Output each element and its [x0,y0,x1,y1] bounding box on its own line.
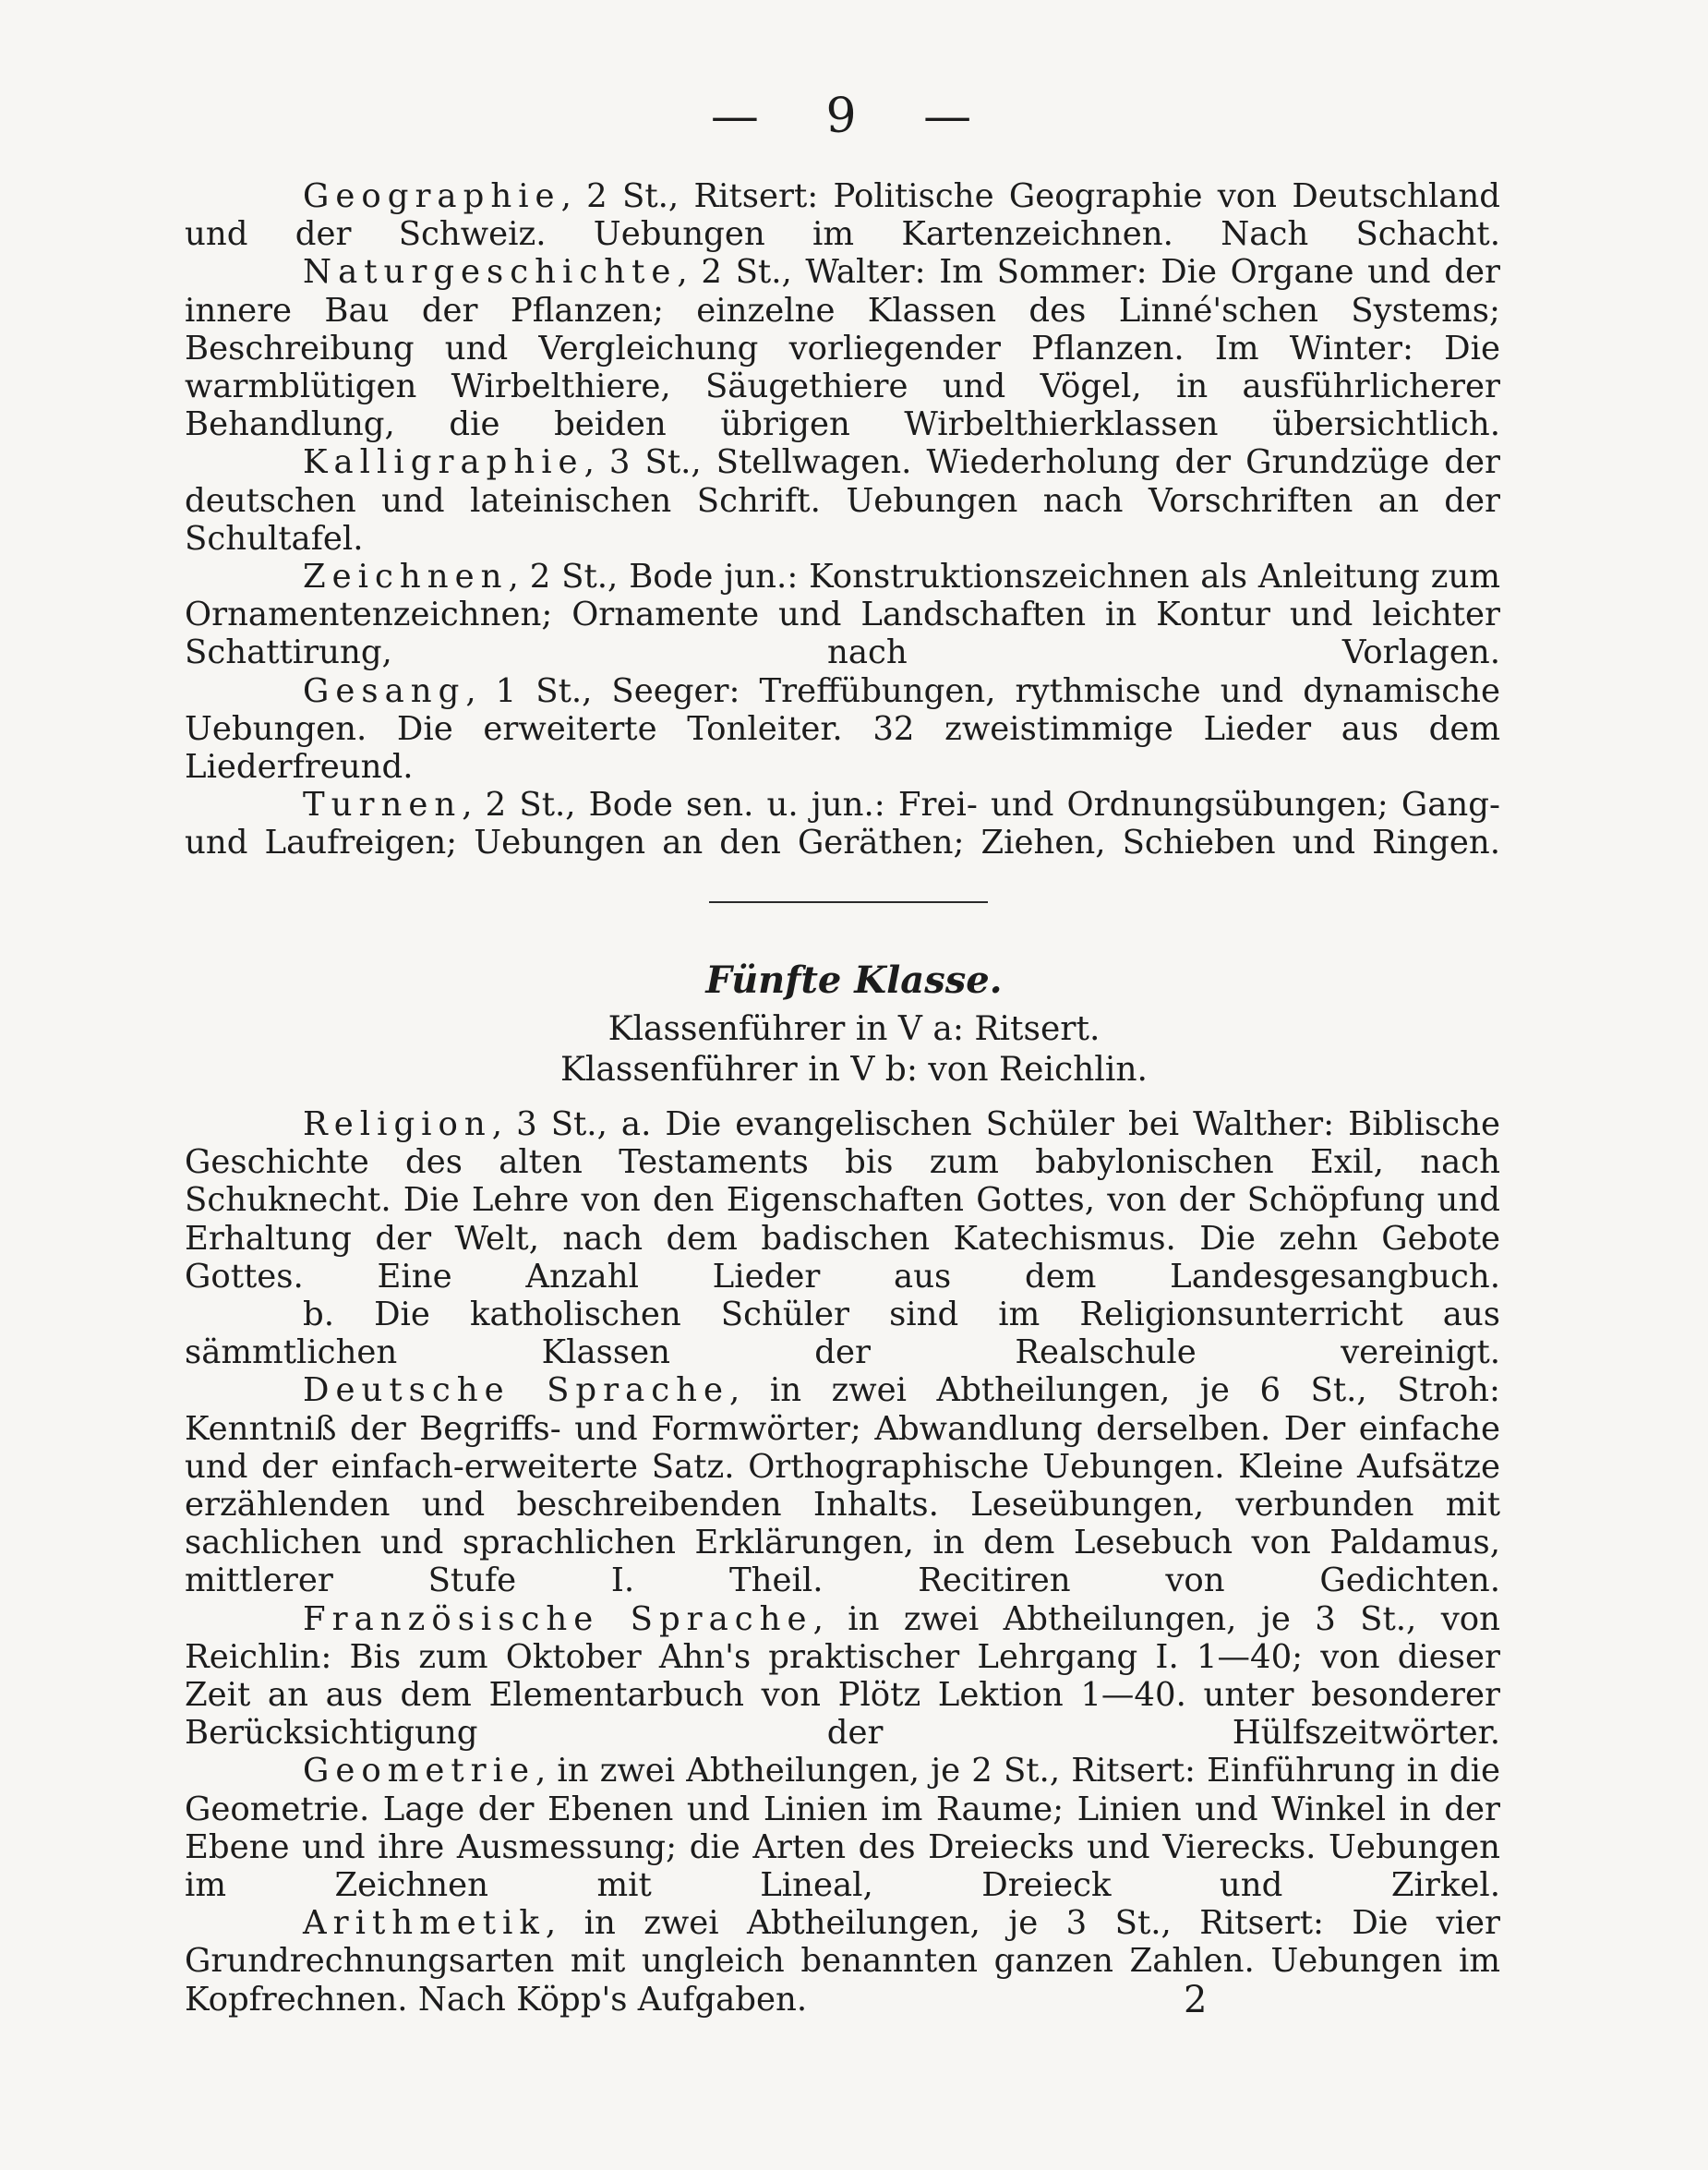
subject-name: Arithmetik [303,1904,546,1943]
previous-class-curriculum [185,177,1500,862]
subject-name: Naturgeschichte [303,253,678,292]
subject-paragraph [185,177,1500,253]
subject-paragraph [185,1371,1500,1599]
subject-description: , in zwei Abtheilungen, je 3 St., Ritsert: Die vier Grundrechnungsarten mit ungleich benannten ganzen Zahlen. Uebungen im Kopfrechnen. Nach Köpp's Aufgaben. [185,1904,1500,2019]
subject-paragraph [185,558,1500,672]
subject-description: , 3 St., a. Die evangelischen Schüler bei Walther: Biblische Geschichte des alten Testaments bis zum babylonischen Exil, nach Schuknecht. Die Lehre von den Eigenschaften Gottes, von der Schöpfung und Erhaltung der Welt, nach dem badischen Katechismus. Die zehn Gebote Gottes. Eine Anzahl Lieder aus dem Landesgesangbuch. [185,1105,1500,1296]
subject-paragraph [185,786,1500,862]
subject-description: , in zwei Abtheilungen, je 3 St., von Reichlin: Bis zum Oktober Ahn's praktischer Lehrgang I. 1—40; von dieser Zeit an aus dem Elementarbuch von Plötz Lektion 1—40. unter besonderer Berücksichtigung der Hülfszeitwörter. [185,1599,1501,1753]
subject-description: , 3 St., Stellwagen. Wiederholung der Grundzüge der deutschen und lateinischen Schrift. Uebungen nach Vorschriften an der Schultafel. [185,443,1500,558]
subject-name: Geometrie [303,1752,536,1790]
subject-name: Geographie [303,177,561,215]
class-leader-va: Klassenführer in V a: Ritsert. [607,1010,1101,1048]
fifth-class-curriculum [185,1105,1500,2019]
subject-name: Turnen [303,786,463,825]
subject-name: Kalligraphie [303,443,584,482]
class-leader-vb: Klassenführer in V b: von Reichlin. [560,1051,1148,1089]
subject-name: Zeichnen [303,558,509,597]
section-heading: Fünfte Klasse. [705,958,1003,1002]
subject-paragraph [185,253,1500,443]
subject-name: Gesang [303,671,466,710]
signature-mark: 2 [1184,1979,1208,2021]
subject-paragraph [185,1904,1500,2019]
subject-name: Religion [303,1105,492,1143]
subject-paragraph [185,1752,1500,1904]
subject-paragraph [185,1600,1500,1753]
subject-name: Deutsche Sprache [303,1371,730,1410]
subject-paragraph [185,672,1500,787]
subject-paragraph [185,1105,1500,1296]
page-number: — 9 — [710,89,998,144]
subject-description: , in zwei Abtheilungen, je 2 St., Ritsert: Einführung in die Geometrie. Lage der Ebenen und Linien im Raume; Linien und Winkel in der Ebene und ihre Ausmessung; die Arten des Dreiecks und Vierecks. Uebungen im Zeichnen mit Lineal, Dreieck und Zirkel. [185,1752,1500,1905]
subject-description: , 2 St., Ritsert: Politische Geographie von Deutschland und der Schweiz. Uebungen im Kartenzeichnen. Nach Schacht. [185,177,1500,254]
subject-description: , 2 St., Bode sen. u. jun.: Frei- und Ordnungsübungen; Gang- und Laufreigen; Uebungen an den Geräthen; Ziehen, Schieben und Ringen. [185,786,1500,862]
section-divider [709,901,988,903]
subject-description: , 2 St., Walter: Im Sommer: Die Organe und der innere Bau der Pflanzen; einzelne Klassen des Linné'schen Systems; Beschreibung und Vergleichung vorliegender Pflanzen. Im Winter: Die warmblütigen Wirbelthiere, Säugethiere und Vögel, in ausführlicherer Behandlung, die beiden übrigen Wirbelthierklassen übersichtlich. [185,253,1500,444]
subject-description: b. Die katholischen Schüler sind im Religionsunterricht aus sämmtlichen Klassen der Realschule vereinigt. [185,1296,1500,1372]
subject-description: , in zwei Abtheilungen, je 6 St., Stroh: Kenntniß der Begriffs- und Formwörter; Abwandlung derselben. Der einfache und der einfach-erweiterte Satz. Orthographische Uebungen. Kleine Aufsätze erzählenden und beschreibenden Inhalts. Leseübungen, verbunden mit sachlichen und sprachlichen Erklärungen, in dem Lesebuch von Paldamus, mittlerer Stufe I. Theil. Recitiren von Gedichten. [185,1371,1500,1600]
subject-description: , 2 St., Bode jun.: Konstruktionszeichnen als Anleitung zum Ornamentenzeichnen; Ornamente und Landschaften in Kontur und leichter Schattirung, nach Vorlagen. [185,558,1500,672]
subject-paragraph [185,443,1500,558]
subject-name: Französische Sprache [303,1599,813,1638]
subject-paragraph [185,1296,1500,1371]
subject-description: , 1 St., Seeger: Treffübungen, rythmische und dynamische Uebungen. Die erweiterte Tonleiter. 32 zweistimmige Lieder aus dem Liederfreund. [185,671,1500,787]
